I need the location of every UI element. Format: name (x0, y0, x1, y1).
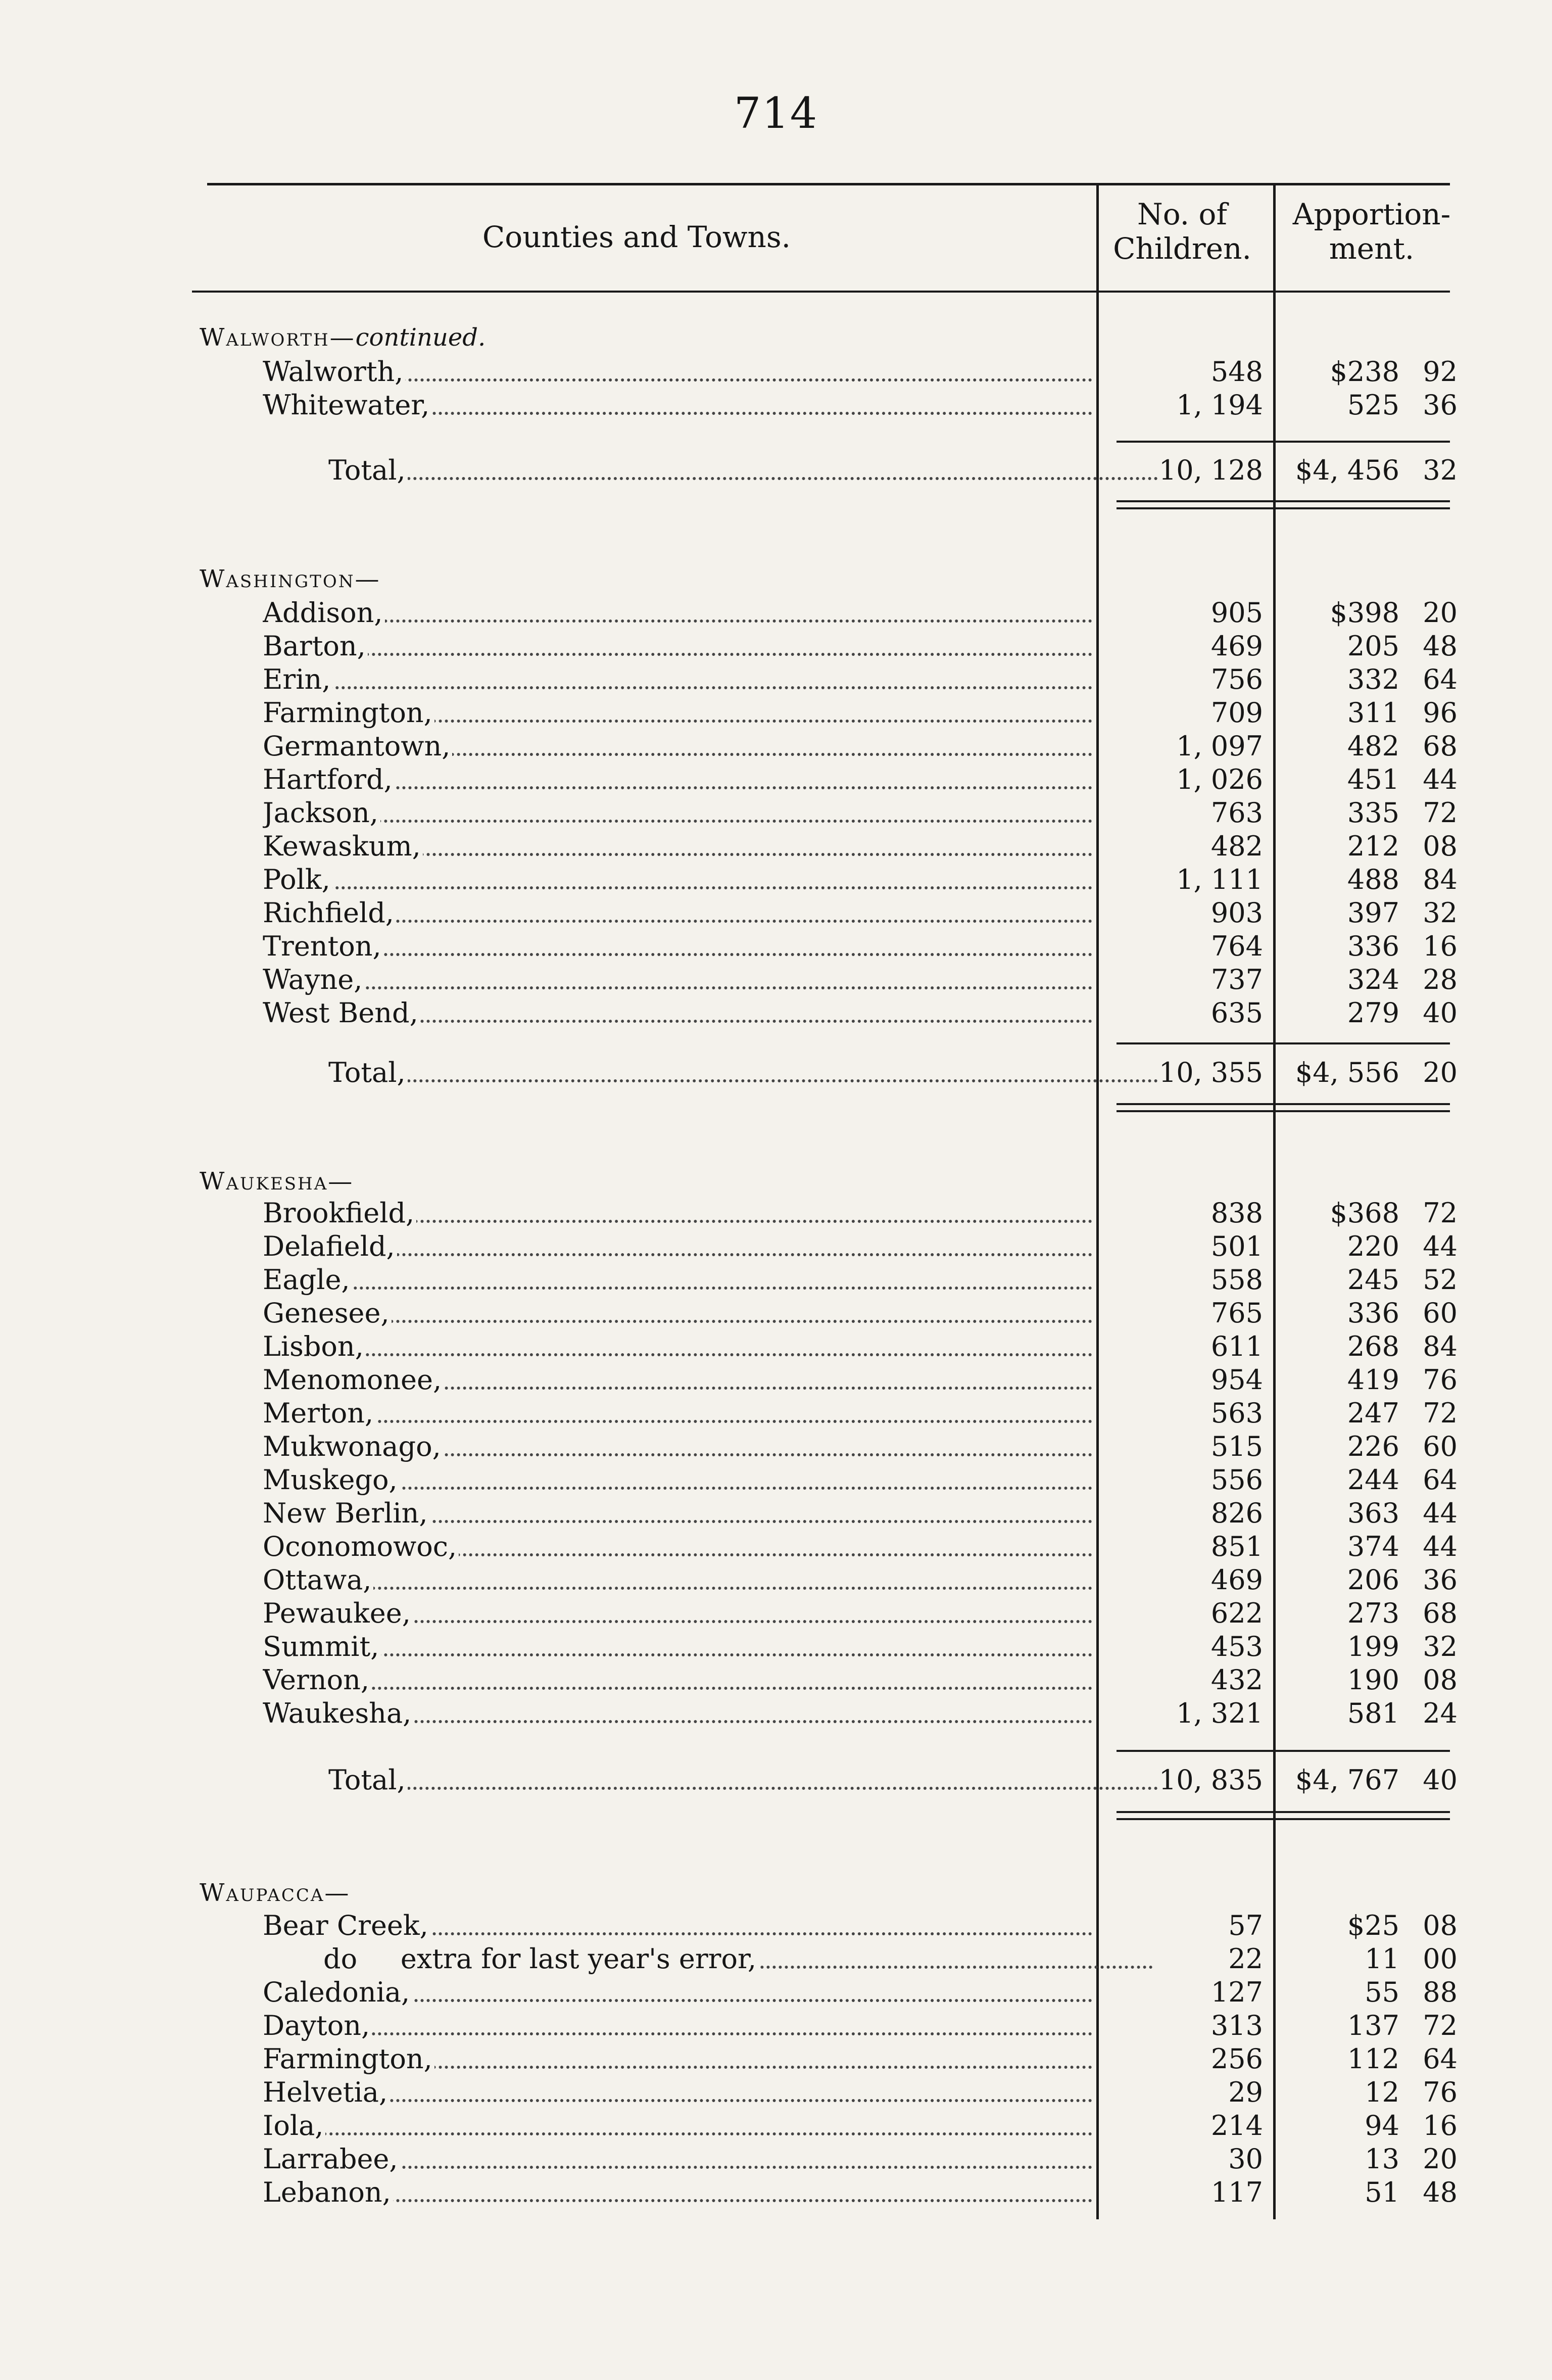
apportionment-cents: 24 (1423, 1697, 1458, 1729)
apportionment-cents: 72 (1423, 1197, 1458, 1229)
table-row (0, 863, 1552, 896)
apportionment-dollars: 94 (1365, 2110, 1399, 2141)
table-row (0, 663, 1552, 696)
apportionment-dollars: $398 (1330, 597, 1399, 629)
children-count: 1, 097 (1176, 730, 1263, 762)
total-children: 10, 835 (1158, 1764, 1263, 1796)
town-name: Whitewater, (263, 389, 1096, 422)
children-count: 1, 194 (1176, 389, 1263, 421)
town-name: Merton, (263, 1397, 1096, 1430)
apportionment-dollars: 363 (1347, 1497, 1399, 1529)
apportionment-cents: 84 (1423, 1330, 1458, 1362)
children-count: 432 (1210, 1664, 1263, 1696)
town-name: Lisbon, (263, 1330, 1096, 1363)
children-count: 313 (1210, 2010, 1263, 2041)
header-apportionment (1278, 197, 1465, 266)
table-row (0, 1297, 1552, 1330)
subtotal-rule (1117, 1042, 1450, 1044)
town-name: Caledonia, (263, 1976, 1096, 2009)
group-title-text: Waupacca— (200, 1879, 351, 1907)
apportionment-dollars: 206 (1347, 1564, 1399, 1596)
apportionment-dollars: 336 (1347, 1297, 1399, 1329)
children-count: 826 (1210, 1497, 1263, 1529)
table-row (0, 2042, 1552, 2076)
town-name: Summit, (263, 1630, 1096, 1663)
apportionment-dollars: $368 (1330, 1197, 1399, 1229)
table-row (0, 963, 1552, 996)
table-row (0, 1463, 1552, 1497)
total-cents: 32 (1423, 454, 1458, 486)
table-row (0, 1430, 1552, 1463)
total-cents: 40 (1423, 1764, 1458, 1796)
apportionment-cents: 08 (1423, 1910, 1458, 1941)
town-name: Pewaukee, (263, 1597, 1096, 1630)
town-name: Addison, (263, 596, 1096, 630)
apportionment-cents: 16 (1423, 930, 1458, 962)
children-count: 30 (1228, 2143, 1263, 2175)
apportionment-cents: 28 (1423, 964, 1458, 995)
children-count: 622 (1210, 1597, 1263, 1629)
apportionment-cents: 08 (1423, 830, 1458, 862)
children-count: 763 (1210, 797, 1263, 829)
children-count: 635 (1210, 997, 1263, 1029)
apportionment-dollars: 332 (1347, 663, 1399, 695)
table-row (0, 1942, 1552, 1976)
town-name: Oconomowoc, (263, 1530, 1096, 1563)
children-count: 905 (1210, 597, 1263, 629)
group-title-text: Waukesha— (200, 1167, 354, 1196)
table-row (0, 2009, 1552, 2042)
apportionment-cents: 20 (1423, 597, 1458, 629)
total-children: 10, 128 (1158, 454, 1263, 486)
header-counties-towns (384, 220, 889, 254)
town-name: Iola, (263, 2109, 1096, 2143)
town-name: Waukesha, (263, 1697, 1096, 1730)
table-row (0, 1563, 1552, 1597)
children-count: 501 (1210, 1230, 1263, 1262)
town-name: Germantown, (263, 730, 1096, 763)
table-row (0, 763, 1552, 796)
group-title-washington (200, 565, 380, 593)
total-row (0, 454, 1552, 487)
apportionment-dollars: 51 (1365, 2176, 1399, 2208)
town-name: Barton, (263, 630, 1096, 663)
table-row (0, 1597, 1552, 1630)
children-count: 127 (1210, 1976, 1263, 2008)
subtotal-rule (1117, 441, 1450, 443)
town-name: Mukwonago, (263, 1430, 1096, 1463)
town-name: Helvetia, (263, 2076, 1096, 2109)
town-name: Trenton, (263, 930, 1096, 963)
apportionment-dollars: 11 (1365, 1943, 1399, 1975)
table-row (0, 930, 1552, 963)
apportionment-dollars: 488 (1347, 864, 1399, 895)
group-title-text: Washington— (200, 565, 381, 593)
town-name: Brookfield, (263, 1197, 1096, 1230)
apportionment-dollars: 55 (1365, 1976, 1399, 2008)
children-count: 1, 321 (1176, 1697, 1263, 1729)
total-row (0, 1056, 1552, 1089)
children-count: 764 (1210, 930, 1263, 962)
town-name: Eagle, (263, 1263, 1096, 1297)
apportionment-dollars: 335 (1347, 797, 1399, 829)
table-row (0, 1663, 1552, 1697)
children-count: 453 (1210, 1631, 1263, 1662)
table-row (0, 696, 1552, 730)
apportionment-cents: 00 (1423, 1943, 1458, 1975)
children-count: 556 (1210, 1464, 1263, 1496)
children-count: 765 (1210, 1297, 1263, 1329)
apportionment-cents: 40 (1423, 997, 1458, 1029)
total-double-rule (1117, 1103, 1450, 1105)
apportionment-dollars: 273 (1347, 1597, 1399, 1629)
apportionment-dollars: 12 (1365, 2076, 1399, 2108)
apportionment-dollars: 212 (1347, 830, 1399, 862)
children-count: 1, 111 (1176, 864, 1263, 895)
header-apportionment-line2: ment. (1329, 231, 1415, 266)
apportionment-dollars: 482 (1347, 730, 1399, 762)
group-title-suffix: continued. (355, 323, 486, 352)
page-number: 714 (734, 88, 818, 138)
table-row (0, 1976, 1552, 2009)
apportionment-cents: 16 (1423, 2110, 1458, 2141)
apportionment-dollars: 324 (1347, 964, 1399, 995)
apportionment-dollars: 451 (1347, 764, 1399, 795)
table-row (0, 1909, 1552, 1942)
apportionment-dollars: 279 (1347, 997, 1399, 1029)
children-count: 611 (1210, 1330, 1263, 1362)
total-cents: 20 (1423, 1057, 1458, 1088)
apportionment-dollars: 199 (1347, 1631, 1399, 1662)
apportionment-dollars: 13 (1365, 2143, 1399, 2175)
table-row (0, 996, 1552, 1030)
table-row (0, 2176, 1552, 2209)
children-count: 558 (1210, 1264, 1263, 1296)
apportionment-cents: 32 (1423, 897, 1458, 929)
children-count: 469 (1210, 1564, 1263, 1596)
apportionment-cents: 32 (1423, 1631, 1458, 1662)
apportionment-cents: 92 (1423, 356, 1458, 388)
town-name: Bear Creek, (263, 1909, 1096, 1942)
group-title-waupacca (200, 1879, 350, 1907)
town-name: Polk, (263, 863, 1096, 896)
town-name: Dayton, (263, 2009, 1096, 2042)
table-row (0, 389, 1552, 422)
apportionment-cents: 68 (1423, 730, 1458, 762)
apportionment-cents: 76 (1423, 1364, 1458, 1396)
children-count: 838 (1210, 1197, 1263, 1229)
children-count: 22 (1228, 1943, 1263, 1975)
town-name: Lebanon, (263, 2176, 1096, 2209)
children-count: 117 (1210, 2176, 1263, 2208)
table-row (0, 896, 1552, 930)
table-row (0, 796, 1552, 830)
children-count: 737 (1210, 964, 1263, 995)
total-dollars: $4, 556 (1295, 1057, 1399, 1088)
total-double-rule (1117, 500, 1450, 502)
apportionment-cents: 96 (1423, 697, 1458, 729)
apportionment-cents: 44 (1423, 1497, 1458, 1529)
town-name: Kewaskum, (263, 830, 1096, 863)
table-row (0, 1630, 1552, 1663)
apportionment-dollars: 137 (1347, 2010, 1399, 2041)
apportionment-cents: 08 (1423, 1664, 1458, 1696)
children-count: 256 (1210, 2043, 1263, 2075)
total-label: Total, (328, 1056, 1162, 1089)
apportionment-cents: 36 (1423, 389, 1458, 421)
children-count: 709 (1210, 697, 1263, 729)
town-name: Erin, (263, 663, 1096, 696)
table-row (0, 830, 1552, 863)
apportionment-dollars: 336 (1347, 930, 1399, 962)
town-name: Ottawa, (263, 1563, 1096, 1597)
apportionment-dollars: $238 (1330, 356, 1399, 388)
apportionment-cents: 64 (1423, 1464, 1458, 1496)
group-title-walworth (200, 323, 486, 352)
apportionment-cents: 44 (1423, 1531, 1458, 1562)
header-apportionment-line1: Apportion- (1292, 197, 1451, 231)
children-count: 214 (1210, 2110, 1263, 2141)
total-children: 10, 355 (1158, 1057, 1263, 1088)
town-name: Richfield, (263, 896, 1096, 930)
apportionment-dollars: 226 (1347, 1431, 1399, 1462)
header-children-line1: No. of (1137, 197, 1227, 231)
children-count: 851 (1210, 1531, 1263, 1562)
town-name: Muskego, (263, 1463, 1096, 1497)
apportionment-dollars: 190 (1347, 1664, 1399, 1696)
table-row (0, 1263, 1552, 1297)
total-row (0, 1764, 1552, 1797)
apportionment-dollars: $25 (1347, 1910, 1399, 1941)
table-row (0, 596, 1552, 630)
total-label: Total, (328, 454, 1162, 487)
table-row (0, 1530, 1552, 1563)
town-name: Delafield, (263, 1230, 1096, 1263)
total-label: Total, (328, 1764, 1162, 1797)
apportionment-dollars: 220 (1347, 1230, 1399, 1262)
apportionment-dollars: 205 (1347, 630, 1399, 662)
table-row (0, 730, 1552, 763)
table-row (0, 2076, 1552, 2109)
group-title-text: Walworth— (200, 323, 356, 352)
table-row (0, 1197, 1552, 1230)
apportionment-cents: 72 (1423, 797, 1458, 829)
apportionment-cents: 36 (1423, 1564, 1458, 1596)
apportionment-cents: 84 (1423, 864, 1458, 895)
total-double-rule (1117, 1811, 1450, 1813)
town-name: Walworth, (263, 355, 1096, 389)
children-count: 563 (1210, 1397, 1263, 1429)
total-double-rule (1117, 507, 1450, 509)
town-name: Farmington, (263, 696, 1096, 730)
apportionment-cents: 60 (1423, 1431, 1458, 1462)
header-children (1101, 197, 1263, 266)
children-count: 29 (1228, 2076, 1263, 2108)
total-double-rule (1117, 1818, 1450, 1820)
table-row (0, 1330, 1552, 1363)
town-name: West Bend, (263, 996, 1096, 1030)
table-row (0, 1697, 1552, 1730)
town-name: Menomonee, (263, 1363, 1096, 1397)
table-row (0, 1230, 1552, 1263)
apportionment-dollars: 581 (1347, 1697, 1399, 1729)
town-name: Vernon, (263, 1663, 1096, 1697)
apportionment-cents: 88 (1423, 1976, 1458, 2008)
apportionment-cents: 72 (1423, 2010, 1458, 2041)
header-top-rule (207, 183, 1450, 185)
apportionment-cents: 44 (1423, 764, 1458, 795)
header-counties-label: Counties and Towns. (482, 220, 791, 254)
table-row (0, 355, 1552, 389)
total-double-rule (1117, 1110, 1450, 1112)
town-name: Larrabee, (263, 2143, 1096, 2176)
children-count: 1, 026 (1176, 764, 1263, 795)
table-row (0, 2109, 1552, 2143)
town-name: Jackson, (263, 796, 1096, 830)
group-title-waukesha (200, 1167, 354, 1196)
town-name: Farmington, (263, 2042, 1096, 2076)
children-count: 57 (1228, 1910, 1263, 1941)
apportionment-dollars: 245 (1347, 1264, 1399, 1296)
apportionment-dollars: 374 (1347, 1531, 1399, 1562)
table-row (0, 1363, 1552, 1397)
apportionment-cents: 64 (1423, 663, 1458, 695)
town-name: do extra for last year's error, (323, 1942, 1157, 1976)
children-count: 515 (1210, 1431, 1263, 1462)
children-count: 548 (1210, 356, 1263, 388)
apportionment-cents: 68 (1423, 1597, 1458, 1629)
children-count: 954 (1210, 1364, 1263, 1396)
town-name: Genesee, (263, 1297, 1096, 1330)
header-children-line2: Children. (1113, 231, 1251, 266)
apportionment-dollars: 397 (1347, 897, 1399, 929)
apportionment-cents: 48 (1423, 2176, 1458, 2208)
apportionment-dollars: 268 (1347, 1330, 1399, 1362)
town-name: New Berlin, (263, 1497, 1096, 1530)
apportionment-dollars: 419 (1347, 1364, 1399, 1396)
apportionment-cents: 64 (1423, 2043, 1458, 2075)
children-count: 482 (1210, 830, 1263, 862)
table-row (0, 1497, 1552, 1530)
apportionment-dollars: 311 (1347, 697, 1399, 729)
children-count: 756 (1210, 663, 1263, 695)
total-dollars: $4, 456 (1295, 454, 1399, 486)
apportionment-cents: 48 (1423, 630, 1458, 662)
apportionment-cents: 72 (1423, 1397, 1458, 1429)
apportionment-cents: 76 (1423, 2076, 1458, 2108)
children-count: 903 (1210, 897, 1263, 929)
table-row (0, 630, 1552, 663)
apportionment-cents: 44 (1423, 1230, 1458, 1262)
total-dollars: $4, 767 (1295, 1764, 1399, 1796)
apportionment-dollars: 247 (1347, 1397, 1399, 1429)
apportionment-dollars: 244 (1347, 1464, 1399, 1496)
table-row (0, 1397, 1552, 1430)
town-name: Hartford, (263, 763, 1096, 796)
apportionment-dollars: 112 (1347, 2043, 1399, 2075)
apportionment-cents: 52 (1423, 1264, 1458, 1296)
apportionment-dollars: 525 (1347, 389, 1399, 421)
table-row (0, 2143, 1552, 2176)
header-bottom-rule (192, 291, 1450, 293)
apportionment-cents: 60 (1423, 1297, 1458, 1329)
children-count: 469 (1210, 630, 1263, 662)
subtotal-rule (1117, 1750, 1450, 1752)
town-name: Wayne, (263, 963, 1096, 996)
apportionment-cents: 20 (1423, 2143, 1458, 2175)
